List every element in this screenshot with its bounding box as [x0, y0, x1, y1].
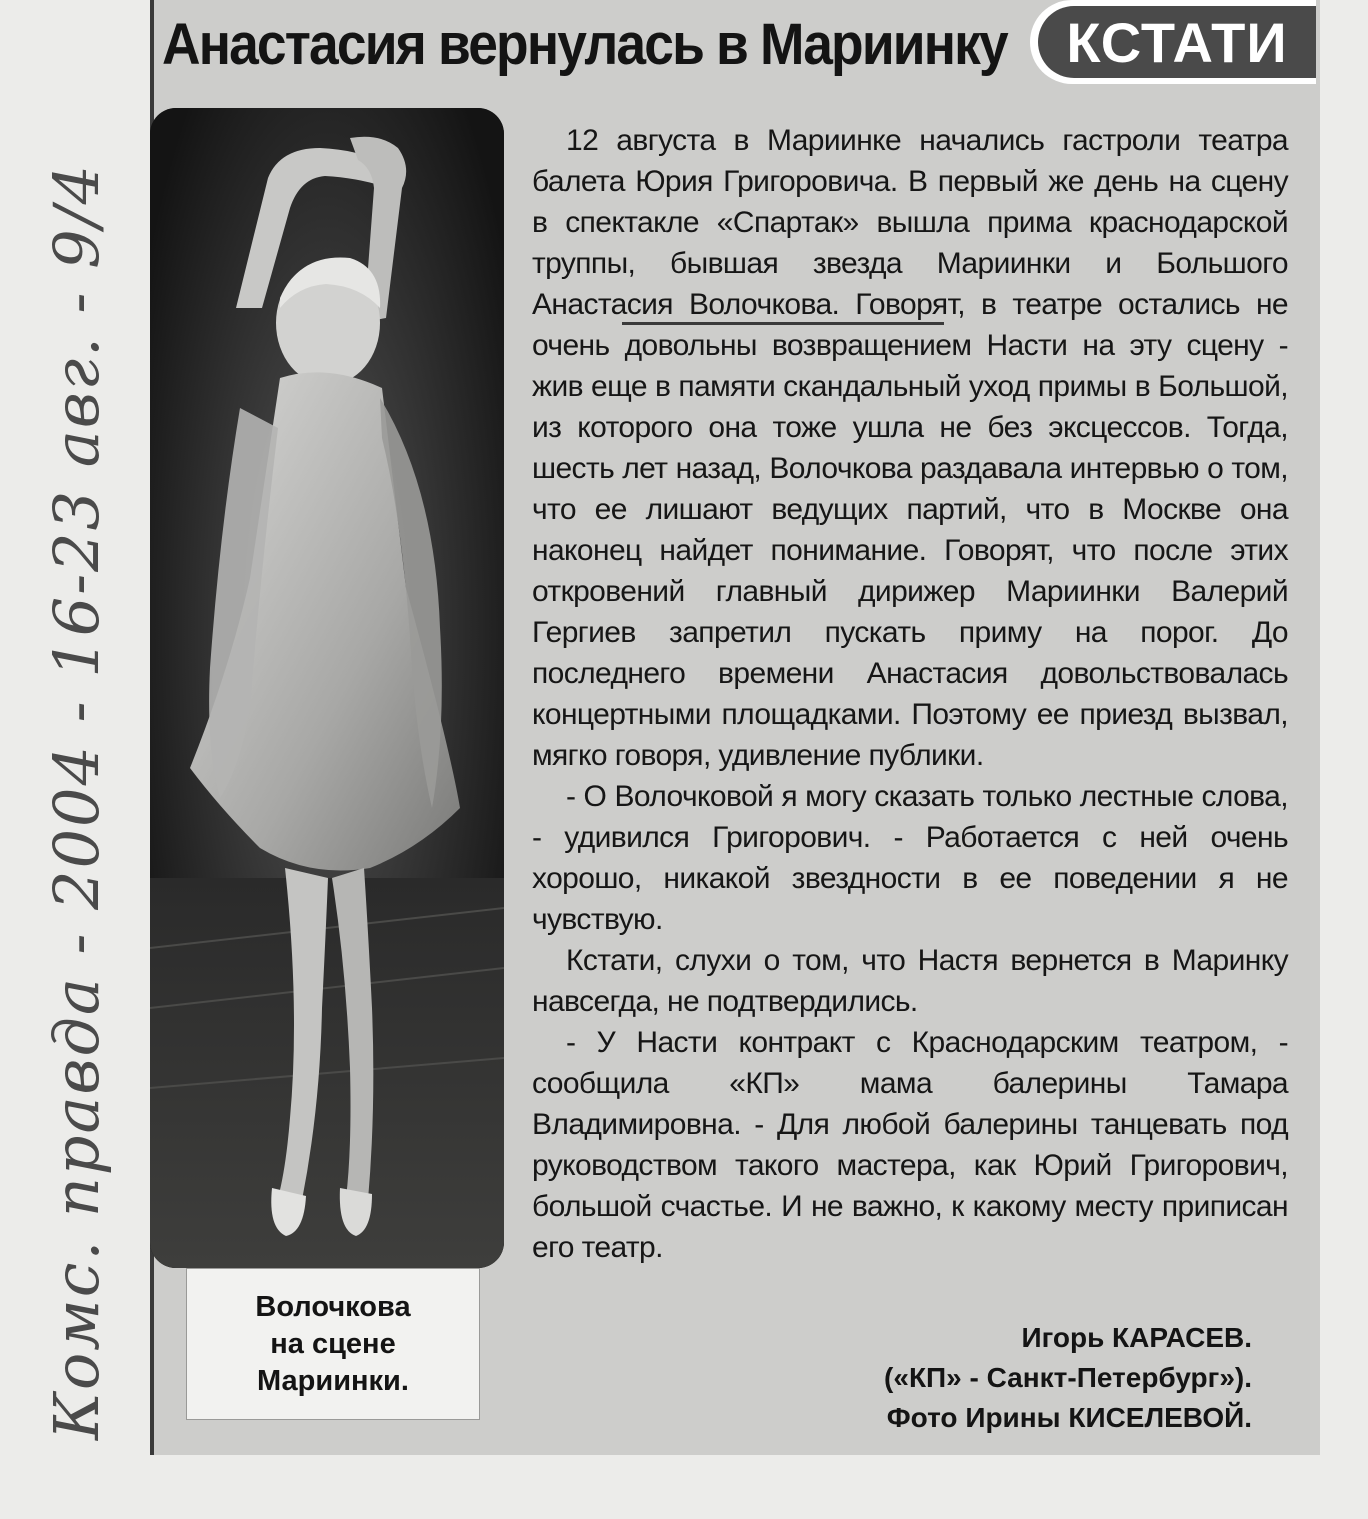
section-badge-label: КСТАТИ [1038, 6, 1316, 78]
article-body [532, 120, 1288, 1320]
handwritten-note: Комс. правда - 2004 - 16-23 авг. - 9/4 [40, 163, 113, 1440]
caption-line: на сцене [270, 1327, 396, 1360]
ballerina-photo [150, 108, 504, 1268]
byline-photo-credit: Фото Ирины КИСЕЛЕВОЙ. [886, 1402, 1252, 1433]
photo-caption [186, 1268, 480, 1420]
article-paragraph: - У Насти контракт с Краснодарским театром, - сообщила «КП» мама балерины Тамара Владимировна. - Для любой балерины танцевать под руководством такого мастера, как Юрий Григорович, большой счастье. И не важно, к какому месту приписан его театр. [532, 1026, 1288, 1264]
byline-publication: («КП» - Санкт-Петербург»). [884, 1362, 1252, 1393]
byline [640, 1318, 1252, 1438]
article-paragraph: 12 августа в Мариинке начались гастроли театра балета Юрия Григоровича. В первый же день на сцену в спектакле «Спартак» вышла прима краснодарской труппы, бывшая звезда Мариинки и Большого Анастасия Волочкова. Говорят, в театре остались не очень довольны возвращением Насти на эту сцену - жив еще в памяти скандальный уход примы в Большой, из которого она тоже ушла не без эксцессов. Тогда, шесть лет назад, Волочкова раздавала интервью о том, что ее лишают ведущих партий, что в Москве она наконец найдет понимание. Говорят, что после этих откровений главный дирижер Мариинки Валерий Гергиев запретил пускать приму на порог. До последнего времени Анастасия довольствовалась концертными площадками. Поэтому ее приезд вызвал, мягко говоря, удивление публики. [532, 124, 1288, 772]
headline: Анастасия вернулась в Мариинку [162, 12, 1007, 77]
caption-line: Волочкова [255, 1290, 411, 1323]
article-paragraph: Кстати, слухи о том, что Настя вернется в Маринку навсегда, не подтвердились. [532, 944, 1288, 1018]
article-paragraph: - О Волочковой я могу сказать только лестные слова, - удивился Григорович. - Работается с ней очень хорошо, никакой звездности в ее поведении я не чувствую. [532, 780, 1288, 936]
caption-line: Мариинки. [257, 1364, 409, 1397]
byline-author: Игорь КАРАСЕВ. [1021, 1322, 1252, 1353]
photo [150, 108, 504, 1268]
pen-underline [622, 322, 944, 325]
section-badge [1030, 0, 1316, 84]
